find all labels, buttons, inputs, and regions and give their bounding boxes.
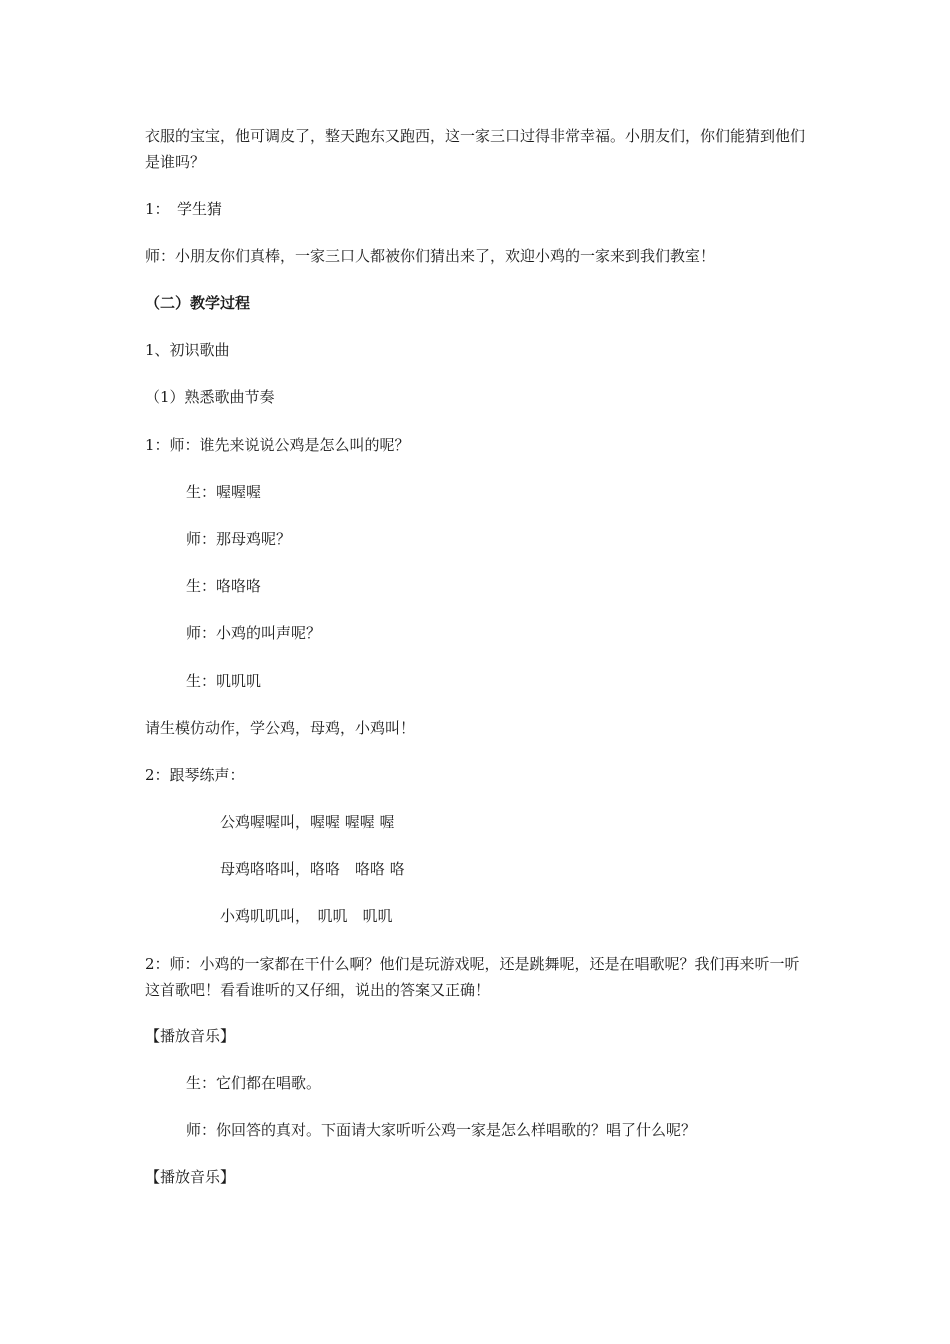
- paragraph-intro: 衣服的宝宝，他可调皮了，整天跑东又跑西，这一家三口过得非常幸福。小朋友们，你们能猜到他们是谁吗？: [145, 127, 806, 171]
- dialog-line: 师：小鸡的叫声呢？: [186, 624, 322, 642]
- section-first-song: 1、初识歌曲: [145, 341, 230, 359]
- student-answer: 生：它们都在唱歌。: [186, 1074, 322, 1092]
- paragraph-teacher-praise: 师：小朋友你们真棒，一家三口人都被你们猜出来了，欢迎小鸡的一家来到我们教室！: [145, 247, 716, 265]
- vocal-practice-title: 2：跟琴练声：: [145, 766, 245, 784]
- question-chicken-family: 2：师：小鸡的一家都在干什么啊？他们是玩游戏呢，还是跳舞呢，还是在唱歌呢？我们再来听一听这首歌吧！看看谁听的又仔细，说出的答案又正确！: [145, 955, 800, 999]
- document-page: [145, 0, 815, 1344]
- vocal-line: 公鸡喔喔叫，喔喔 喔喔 喔: [220, 813, 395, 831]
- vocal-line: 小鸡叽叽叫， 叽叽 叽叽: [220, 907, 393, 925]
- question-rooster-call: 1：师：谁先来说说公鸡是怎么叫的呢？: [145, 436, 410, 454]
- dialog-line: 生：咯咯咯: [186, 577, 262, 595]
- paragraph-student-guess: 1： 学生猜: [145, 200, 223, 218]
- paragraph-imitate: 请生模仿动作，学公鸡，母鸡，小鸡叫！: [145, 719, 416, 737]
- subsection-rhythm: （1）熟悉歌曲节奏: [145, 388, 275, 406]
- play-music-note: 【播放音乐】: [145, 1168, 236, 1186]
- dialog-line: 师：那母鸡呢？: [186, 530, 292, 548]
- heading-teaching-process: （二）教学过程: [145, 294, 251, 312]
- dialog-line: 生：喔喔喔: [186, 483, 262, 501]
- play-music-note: 【播放音乐】: [145, 1027, 236, 1045]
- vocal-line: 母鸡咯咯叫，咯咯 咯咯 咯: [220, 860, 405, 878]
- dialog-line: 生：叽叽叽: [186, 672, 262, 690]
- teacher-reply: 师：你回答的真对。下面请大家听听公鸡一家是怎么样唱歌的？唱了什么呢？: [186, 1121, 697, 1139]
